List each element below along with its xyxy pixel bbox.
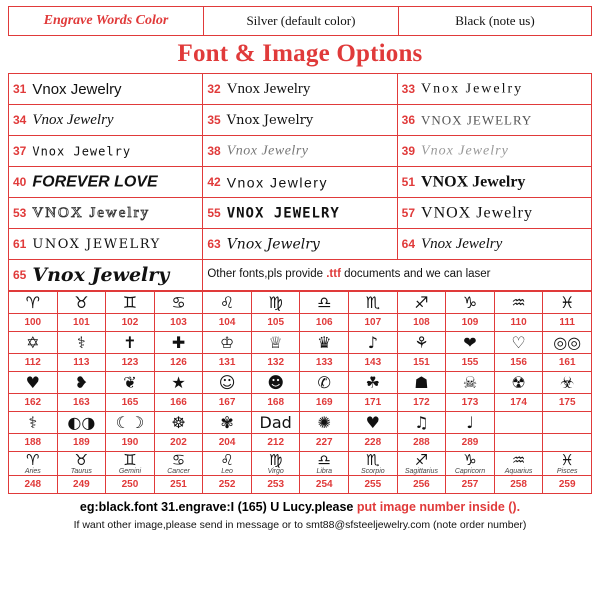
icon-code: 202 xyxy=(154,434,203,452)
font-sample: Vnox Jewelry xyxy=(32,264,170,286)
font-number: 36 xyxy=(401,113,416,128)
icon-code: 255 xyxy=(349,476,398,494)
footer xyxy=(8,499,592,530)
table-row xyxy=(9,229,592,260)
icon-code: 248 xyxy=(9,476,58,494)
example-instruction xyxy=(8,499,592,515)
zodiac-name: Cancer xyxy=(167,468,190,475)
icon-row xyxy=(9,412,592,434)
font-sample: Vnox Jewelry xyxy=(32,144,132,159)
zodiac-glyph: ♈ xyxy=(26,451,40,469)
icon-175[interactable]: ☣ xyxy=(543,372,592,394)
font-sample: Vnox Jewelry xyxy=(421,81,524,97)
font-number: 53 xyxy=(13,206,27,221)
font-sample: FOREVER LOVE xyxy=(32,173,158,191)
icon-104[interactable]: ♌ xyxy=(203,292,252,314)
icon-190[interactable]: ☾☽ xyxy=(106,412,155,434)
font-sample: Vnox Jewlery xyxy=(226,174,328,191)
font-sample: Vnox Jewelry xyxy=(226,80,311,97)
icon-code: 167 xyxy=(203,394,252,412)
icon-156[interactable]: ♡ xyxy=(494,332,543,354)
icon-110[interactable]: ♒ xyxy=(494,292,543,314)
zodiac-glyph: ♐ xyxy=(414,451,429,469)
icon-code: 162 xyxy=(9,394,58,412)
icon-code: 110 xyxy=(494,314,543,332)
icon-151[interactable]: ⚘ xyxy=(397,332,446,354)
font-option-33[interactable] xyxy=(397,74,591,105)
font-number: 34 xyxy=(13,113,27,128)
table-row xyxy=(9,136,592,167)
font-option-39[interactable] xyxy=(397,136,591,167)
zodiac-name: Leo xyxy=(221,468,233,475)
font-option-31[interactable] xyxy=(9,74,203,105)
zodiac-taurus[interactable] xyxy=(57,452,106,476)
icon-code: 228 xyxy=(349,434,398,452)
zodiac-aries[interactable] xyxy=(9,452,58,476)
font-number: 37 xyxy=(13,144,27,159)
icon-107[interactable]: ♏ xyxy=(349,292,398,314)
zodiac-cancer[interactable] xyxy=(154,452,203,476)
icon-173[interactable]: ☠ xyxy=(446,372,495,394)
zodiac-glyph: ♋ xyxy=(171,451,186,469)
icon-111[interactable]: ♓ xyxy=(543,292,592,314)
icon-code: 259 xyxy=(543,476,592,494)
icon-code: 173 xyxy=(446,394,495,412)
icon-code: 155 xyxy=(446,354,495,372)
icon-108[interactable]: ♐ xyxy=(397,292,446,314)
icon-code: 204 xyxy=(203,434,252,452)
color-option-black[interactable]: Black (note us) xyxy=(455,13,535,28)
zodiac-glyph: ♌ xyxy=(220,451,234,469)
icon-155[interactable]: ❤ xyxy=(446,332,495,354)
icon-code: 133 xyxy=(300,354,349,372)
icon-103[interactable]: ♋ xyxy=(154,292,203,314)
example-emphasis: put image number inside (). xyxy=(356,500,521,515)
icon-code: 132 xyxy=(251,354,300,372)
font-option-64[interactable] xyxy=(397,229,591,260)
zodiac-scorpio[interactable] xyxy=(349,452,398,476)
icon-code: 249 xyxy=(57,476,106,494)
icon-172[interactable]: ☗ xyxy=(397,372,446,394)
icon-174[interactable]: ☢ xyxy=(494,372,543,394)
icon-code-row xyxy=(9,354,592,372)
font-option-63[interactable] xyxy=(203,229,397,260)
image-options-grid xyxy=(8,291,592,494)
zodiac-glyph: ♉ xyxy=(74,451,89,469)
icon-101[interactable]: ♉ xyxy=(57,292,106,314)
font-option-42[interactable] xyxy=(203,167,397,198)
zodiac-glyph: ♏ xyxy=(366,451,380,469)
note-text-ttf: .ttf xyxy=(326,268,341,281)
icon-169[interactable]: ✆ xyxy=(300,372,349,394)
font-option-61[interactable] xyxy=(9,229,203,260)
icon-code: 112 xyxy=(9,354,58,372)
icon-code: 175 xyxy=(543,394,592,412)
font-number: 40 xyxy=(13,175,27,190)
icon-code: 172 xyxy=(397,394,446,412)
icon-143[interactable]: ♪ xyxy=(349,332,398,354)
zodiac-virgo[interactable] xyxy=(251,452,300,476)
icon-code: 106 xyxy=(300,314,349,332)
font-sample: Vnox Jewelry xyxy=(421,143,509,159)
icon-288[interactable]: ♫ xyxy=(397,412,446,434)
font-option-32[interactable] xyxy=(203,74,397,105)
zodiac-libra[interactable] xyxy=(300,452,349,476)
engrave-words-color-label: Engrave Words Color xyxy=(9,7,204,35)
icon-code: 107 xyxy=(349,314,398,332)
zodiac-glyph: ♒ xyxy=(511,451,526,469)
font-sample: UNOX JEWELRY xyxy=(32,236,161,252)
icon-code xyxy=(543,434,592,452)
font-option-55[interactable] xyxy=(203,198,397,229)
icon-code: 257 xyxy=(446,476,495,494)
font-option-38[interactable] xyxy=(203,136,397,167)
font-option-36[interactable] xyxy=(397,105,591,136)
font-number: 51 xyxy=(401,175,416,190)
zodiac-pisces[interactable] xyxy=(543,452,592,476)
font-option-40[interactable] xyxy=(9,167,203,198)
icon-code: 166 xyxy=(154,394,203,412)
font-number: 35 xyxy=(207,113,221,128)
icon-105[interactable]: ♍ xyxy=(251,292,300,314)
page-title: Font & Image Options xyxy=(177,40,423,67)
zodiac-leo[interactable] xyxy=(203,452,252,476)
icon-132[interactable]: ♕ xyxy=(251,332,300,354)
icon-113[interactable]: ⚕ xyxy=(57,332,106,354)
icon-189[interactable]: ◐◑ xyxy=(57,412,106,434)
icon-code: 189 xyxy=(57,434,106,452)
font-option-53[interactable] xyxy=(9,198,203,229)
zodiac-glyph: ♍ xyxy=(268,451,283,469)
zodiac-glyph: ♊ xyxy=(123,451,137,469)
zodiac-name: Aquarius xyxy=(504,468,533,475)
font-sample: VNOX JEWELRY xyxy=(421,112,533,128)
contact-instruction: If want other image,please send in message or to smt88@sfsteeljewelry.com (note order number) xyxy=(73,518,527,531)
icon-code: 143 xyxy=(349,354,398,372)
icon-161[interactable]: ◎◎ xyxy=(543,332,592,354)
table-row xyxy=(9,260,592,291)
icon-code: 256 xyxy=(397,476,446,494)
icon-123[interactable]: ✝ xyxy=(106,332,155,354)
font-option-65[interactable] xyxy=(9,260,203,291)
icon-code: 156 xyxy=(494,354,543,372)
font-number: 63 xyxy=(207,237,221,252)
table-row xyxy=(9,198,592,229)
icon-212[interactable]: Dad xyxy=(251,412,300,434)
zodiac-row xyxy=(9,452,592,476)
font-number: 38 xyxy=(207,144,221,159)
icon-202[interactable]: ☸ xyxy=(154,412,203,434)
icon-167[interactable]: ☺ xyxy=(203,372,252,394)
icon-code: 168 xyxy=(251,394,300,412)
example-text: eg:black.font 31.engrave:I (165) U Lucy.please xyxy=(79,500,357,515)
icon-102[interactable]: ♊ xyxy=(106,292,155,314)
icon-126[interactable]: ✚ xyxy=(154,332,203,354)
icon-165[interactable]: ❦ xyxy=(106,372,155,394)
note-text-post: documents and we can laser xyxy=(340,268,491,281)
icon-106[interactable]: ♎ xyxy=(300,292,349,314)
zodiac-name: Taurus xyxy=(70,468,92,475)
font-sample: VNOX Jewelry xyxy=(421,204,533,222)
icon-code: 163 xyxy=(57,394,106,412)
zodiac-name: Capricorn xyxy=(454,468,486,475)
font-sample: VNOX JEWELRY xyxy=(226,205,340,222)
icon-166[interactable]: ★ xyxy=(154,372,203,394)
icon-code: 101 xyxy=(57,314,106,332)
icon-code-row xyxy=(9,394,592,412)
zodiac-name: Pisces xyxy=(556,468,578,475)
icon-code: 104 xyxy=(203,314,252,332)
icon-code: 252 xyxy=(203,476,252,494)
icon-code: 253 xyxy=(251,476,300,494)
font-option-34[interactable] xyxy=(9,105,203,136)
icon-code: 131 xyxy=(203,354,252,372)
icon-code: 288 xyxy=(397,434,446,452)
font-sample: Vnox Jewelry xyxy=(421,235,503,252)
icon-code: 111 xyxy=(543,314,592,332)
icon-100[interactable]: ♈ xyxy=(9,292,58,314)
icon-112[interactable]: ✡ xyxy=(9,332,58,354)
font-number: 55 xyxy=(207,206,221,221)
zodiac-gemini[interactable] xyxy=(106,452,155,476)
icon-168[interactable]: ☻ xyxy=(251,372,300,394)
icon-code: 108 xyxy=(397,314,446,332)
icon-code-row xyxy=(9,314,592,332)
icon-code: 102 xyxy=(106,314,155,332)
color-option-silver[interactable]: Silver (default color) xyxy=(204,7,399,35)
icon-code: 169 xyxy=(300,394,349,412)
font-number: 31 xyxy=(13,82,27,97)
icon-code: 123 xyxy=(106,354,155,372)
icon-code: 126 xyxy=(154,354,203,372)
font-sample: Vnox Jewelry xyxy=(226,112,314,128)
zodiac-name: Virgo xyxy=(267,468,284,475)
icon-row xyxy=(9,372,592,394)
icon-code-row xyxy=(9,476,592,494)
engrave-color-header xyxy=(8,6,592,36)
zodiac-name: Libra xyxy=(316,468,333,475)
font-options-table xyxy=(8,73,592,291)
zodiac-capricorn[interactable] xyxy=(446,452,495,476)
zodiac-glyph: ♎ xyxy=(317,451,331,469)
font-sample: Vnox Jewelry xyxy=(32,111,114,128)
font-number: 64 xyxy=(401,237,416,252)
font-number: 42 xyxy=(207,175,221,190)
font-option-35[interactable] xyxy=(203,105,397,136)
table-row xyxy=(9,74,592,105)
font-option-57[interactable] xyxy=(397,198,591,229)
zodiac-name: Sagittarius xyxy=(404,468,438,475)
icon-188[interactable]: ⚕ xyxy=(9,412,58,434)
icon-131[interactable]: ♔ xyxy=(203,332,252,354)
icon-code: 251 xyxy=(154,476,203,494)
font-option-37[interactable] xyxy=(9,136,203,167)
icon-code: 190 xyxy=(106,434,155,452)
icon-code: 188 xyxy=(9,434,58,452)
icon-code: 151 xyxy=(397,354,446,372)
icon-code: 171 xyxy=(349,394,398,412)
icon-code: 105 xyxy=(251,314,300,332)
icon-code: 212 xyxy=(251,434,300,452)
zodiac-glyph: ♓ xyxy=(560,451,574,469)
font-number: 39 xyxy=(401,144,416,159)
icon-code-row xyxy=(9,434,592,452)
icon-code: 227 xyxy=(300,434,349,452)
icon-code: 109 xyxy=(446,314,495,332)
zodiac-glyph: ♑ xyxy=(463,451,477,469)
font-sample: Vnox Jewelry xyxy=(226,143,309,159)
icon-code: 250 xyxy=(106,476,155,494)
icon-227[interactable]: ✺ xyxy=(300,412,349,434)
icon-133[interactable]: ♛ xyxy=(300,332,349,354)
note-text-pre: Other fonts,pls provide xyxy=(207,268,327,281)
icon-289[interactable]: ♩ xyxy=(446,412,495,434)
icon-162[interactable]: ♥ xyxy=(9,372,58,394)
font-number: 61 xyxy=(13,237,27,252)
icon-empty-2 xyxy=(543,412,592,434)
zodiac-sagittarius[interactable] xyxy=(397,452,446,476)
icon-empty-1 xyxy=(494,412,543,434)
font-sample: Vnox Jewelry xyxy=(32,80,122,98)
zodiac-name: Aries xyxy=(24,468,41,475)
icon-code: 289 xyxy=(446,434,495,452)
icon-code: 174 xyxy=(494,394,543,412)
table-row xyxy=(9,167,592,198)
icon-code: 103 xyxy=(154,314,203,332)
font-number: 57 xyxy=(401,206,416,221)
icon-171[interactable]: ☘ xyxy=(349,372,398,394)
table-row xyxy=(9,105,592,136)
zodiac-name: Scorpio xyxy=(360,468,385,475)
font-sample: VNOX Jewelry xyxy=(32,204,151,221)
icon-code: 161 xyxy=(543,354,592,372)
font-number: 32 xyxy=(207,82,221,97)
icon-code: 258 xyxy=(494,476,543,494)
icon-109[interactable]: ♑ xyxy=(446,292,495,314)
icon-code: 113 xyxy=(57,354,106,372)
icon-228[interactable]: ♥ xyxy=(349,412,398,434)
zodiac-name: Gemini xyxy=(118,468,142,475)
font-sample: Vnox Jewelry xyxy=(226,236,320,253)
icon-row xyxy=(9,292,592,314)
icon-code xyxy=(494,434,543,452)
icon-204[interactable]: ✾ xyxy=(203,412,252,434)
icon-row xyxy=(9,332,592,354)
font-option-51[interactable] xyxy=(397,167,591,198)
icon-code: 165 xyxy=(106,394,155,412)
icon-code: 254 xyxy=(300,476,349,494)
font-sample: VNOX Jewelry xyxy=(421,173,526,191)
icon-code: 100 xyxy=(9,314,58,332)
zodiac-aquarius[interactable] xyxy=(494,452,543,476)
other-fonts-note xyxy=(203,260,592,291)
font-number: 65 xyxy=(13,268,27,282)
icon-163[interactable]: ❥ xyxy=(57,372,106,394)
font-number: 33 xyxy=(401,82,416,97)
